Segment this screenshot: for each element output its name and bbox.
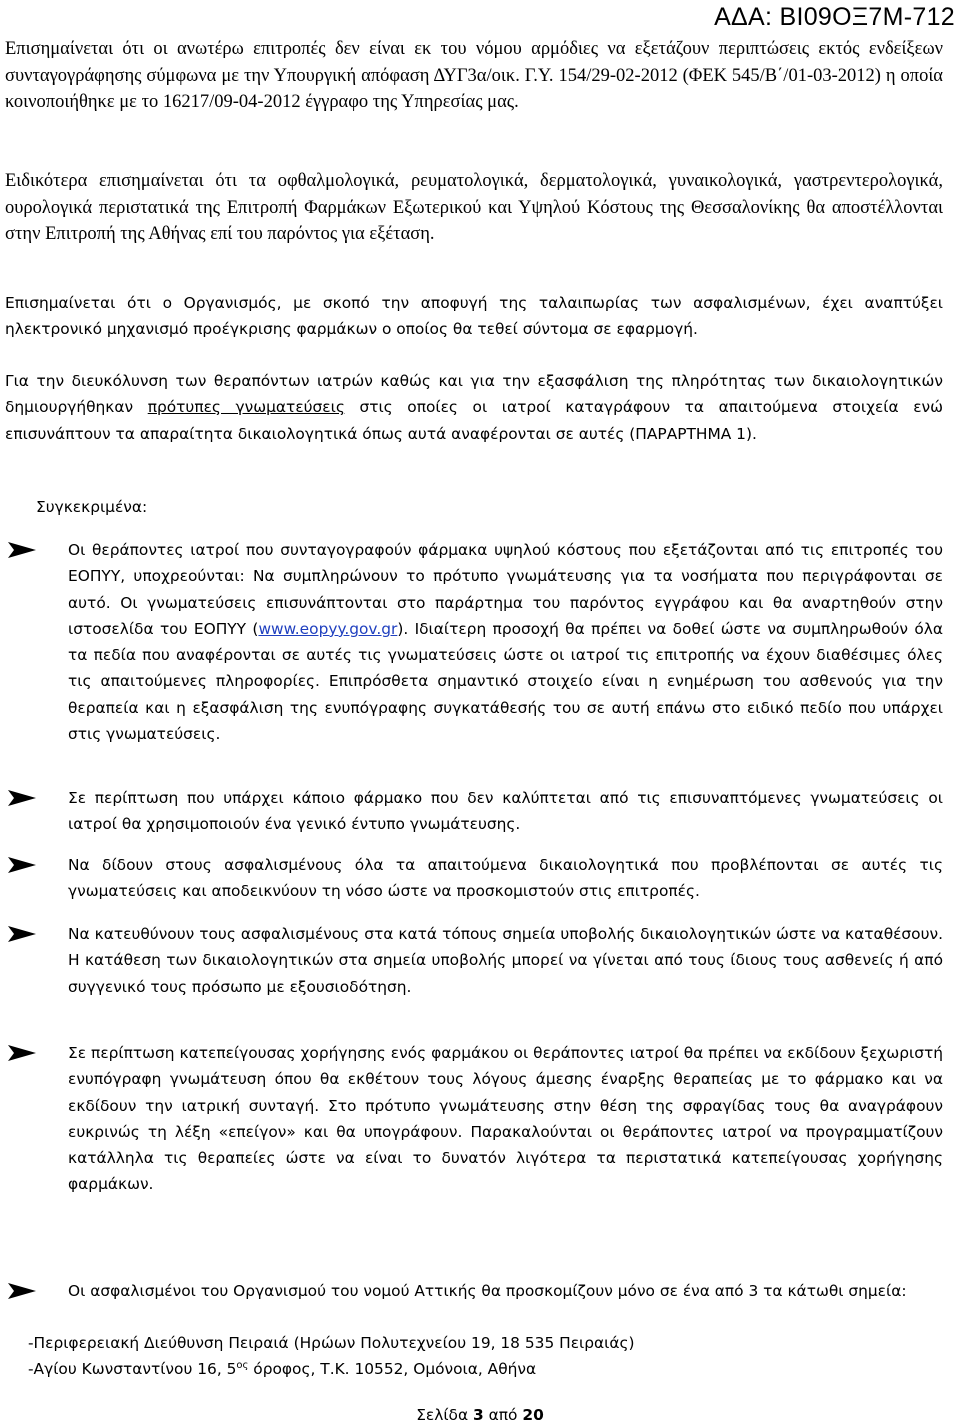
bullet-text-attica: Οι ασφαλισμένοι του Οργανισμού του νομού Αττικής θα προσκομίζουν μόνο σε ένα από 3 τα κάτωθι σημεία: xyxy=(68,1282,907,1300)
bullet-item-submission-points xyxy=(5,921,943,1000)
arrow-bullet-icon xyxy=(7,541,37,559)
paragraph-templates xyxy=(5,368,943,447)
bullet-item-attica xyxy=(5,1278,943,1304)
arrow-bullet-icon xyxy=(7,1044,37,1062)
address-omonoia xyxy=(28,1356,958,1382)
bullet-item-general-form xyxy=(5,785,943,838)
bullet-templates-text-2: ). Ιδιαίτερη προσοχή θα πρέπει να δοθεί ώστε να συμπληρωθούν όλα τα πεδία που αναφέρονται σε αυτές τις γνωματεύσεις ώστε οι ιατροί τις επιτροπής να έχουν διαθέσιμες όλες τις απαιτούμενες πληροφορίες. Επιπρόσθετα σημαντικό στοιχείο είναι η ενημέρωση του ασθενούς για την θεραπεία και η εξασφάλιση της ενυπόγραφης συγκατάθεσής του σε αυτή επάνω στο ειδικό πεδίο που υπάρχει στις γνωματεύσεις. xyxy=(68,619,944,744)
address-omonoia-text-2: όροφος, Τ.Κ. 10552, Ομόνοια, Αθήνα xyxy=(248,1360,537,1378)
address-piraeus: -Περιφερειακή Διεύθυνση Πειραιά (Ηρώων Πολυτεχνείου 19, 18 535 Πειραιάς) xyxy=(28,1334,635,1352)
floor-ordinal-superscript: ος xyxy=(236,1359,249,1371)
bullet-item-urgent xyxy=(5,1040,943,1198)
paragraph-electronic-mechanism xyxy=(5,290,943,343)
ada-code: ΑΔΑ: ΒΙ09ΟΞ7Μ-712 xyxy=(714,3,955,31)
footer-page-label: Σελίδα xyxy=(416,1406,469,1424)
bullet-text-documents: Να δίδουν στους ασφαλισμένους όλα τα απαιτούμενα δικαιολογητικά που προβλέπονται σε αυτές τις γνωματεύσεις και αποδεικνύουν τη νόσο ώστε να προσκομιστούν στις επιτροπές. xyxy=(68,856,943,901)
bullet-text-general-form: Σε περίπτωση που υπάρχει κάποιο φάρμακο που δεν καλύπτεται από τις επισυναπτόμενες γνωματεύσεις οι ιατροί θα χρησιμοποιούν ένα γενικό έντυπο γνωμάτευσης. xyxy=(68,789,943,834)
paragraph-jurisdiction: Επισημαίνεται ότι οι ανωτέρω επιτροπές δεν είναι εκ του νόμου αρμόδιες να εξετάζουν περιπτώσεις εκτός ενδείξεων συνταγογράφησης σύμφωνα με την Υπουργική απόφαση ΔΥΓ3α/οικ. Γ.Υ. 154/29-02-2012 (ΦΕΚ 545/Β΄/01-03-2012) η οποία κοινοποιήθηκε με το 16217/09-04-2012 έγγραφο της Υπηρεσίας μας. xyxy=(5,39,943,112)
paragraph-electronic-mechanism-text: Επισημαίνεται ότι ο Οργανισμός, με σκοπό την αποφυγή της ταλαιπωρίας των ασφαλισμένων, έχει αναπτύξει ηλεκτρονικό μηχανισμό προέγκρισης φαρμάκων ο οποίος θα τεθεί σύντομα σε εφαρμογή. xyxy=(5,294,943,339)
footer-of-label: από xyxy=(488,1406,518,1424)
bullet-text-templates xyxy=(68,537,943,747)
arrow-bullet-icon xyxy=(7,1282,37,1300)
bullet-text-urgent: Σε περίπτωση κατεπείγουσας χορήγησης ενός φαρμάκου οι θεράποντες ιατροί θα πρέπει να εκδίδουν ξεχωριστή ενυπόγραφη γνωμάτευση όπου θα εκθέτουν τους λόγους άμεσης έναρξης θεραπείας με το φάρμακο και να εκδίδουν την ιατρική συνταγή. Στο πρότυπο γνωμάτευσης στην θέση της σφραγίδας τους θα αναγράφουν ευκρινώς τη λέξη «επείγον» και θα υπογράφουν. Παρακαλούνται οι θεράποντες ιατροί να προγραμματίζουν κατάλληλα τις θεραπείες ώστε να είναι το δυνατόν λιγότερα τα περιστατικά κατεπείγουσας χορήγησης φαρμάκων. xyxy=(68,1044,943,1194)
footer-total-pages: 20 xyxy=(522,1406,544,1424)
arrow-bullet-icon xyxy=(7,925,37,943)
paragraph-templates-text-2: στις οποίες οι ιατροί καταγράφουν τα απαιτούμενα στοιχεία ενώ επισυνάπτουν τα απαραίτητα δικαιολογητικά όπως αυτά αναφέρονται σε αυτές (ΠΑΡΑΡΤΗΜΑ 1). xyxy=(5,398,944,443)
footer-page-number: 3 xyxy=(473,1406,484,1424)
paragraph-specialties: Ειδικότερα επισημαίνεται ότι τα οφθαλμολογικά, ρευματολογικά, δερματολογικά, γυναικολογικά, γαστρεντερολογικά, ουρολογικά περιστατικά της Επιτροπή Φαρμάκων Εξωτερικού και Υψηλού Κόστους της Θεσσαλονίκης θα αποστέλλονται στην Επιτροπή της Αθήνας επί του παρόντος για εξέταση. xyxy=(5,171,943,244)
bullet-text-submission-points: Να κατευθύνουν τους ασφαλισμένους στα κατά τόπους σημεία υποβολής δικαιολογητικών ώστε να καταθέσουν. Η κατάθεση των δικαιολογητικών στα σημεία υποβολής μπορεί να γίνεται από τους ίδιους τους ασθενείς ή από συγγενικό τους πρόσωπο με εξουσιοδότηση. xyxy=(68,925,943,996)
address-omonoia-text-1: -Αγίου Κωνσταντίνου 16, 5 xyxy=(28,1360,237,1378)
eopyy-website-link[interactable]: www.eopyy.gov.gr xyxy=(258,619,398,638)
specifically-heading: Συγκεκριμένα: xyxy=(36,498,148,516)
bullet-item-documents xyxy=(5,852,943,905)
page-footer xyxy=(0,1403,960,1427)
templates-underlined: πρότυπες γνωματεύσεις xyxy=(147,398,345,417)
bullet-templates-text-1: Οι θεράποντες ιατροί που συνταγογραφούν φάρμακα υψηλού κόστους που εξετάζονται από τις επιτροπές του ΕΟΠΥΥ, υποχρεούνται: Να συμπληρώνουν το πρότυπο γνωμάτευσης για τα νοσήματα που περιγράφονται σε αυτό. Οι γνωματεύσεις επισυνάπτονται στο παράρτημα του παρόντος εγγράφου και θα αναρτηθούν στην ιστοσελίδα του ΕΟΠΥΥ ( xyxy=(68,541,943,638)
arrow-bullet-icon xyxy=(7,789,37,807)
paragraph-templates-text-1: Για την διευκόλυνση των θεραπόντων ιατρών καθώς και για την εξασφάλιση της πληρότητας των δικαιολογητικών δημιουργήθηκαν xyxy=(5,372,943,417)
arrow-bullet-icon xyxy=(7,856,37,874)
bullet-item-templates xyxy=(5,537,943,747)
